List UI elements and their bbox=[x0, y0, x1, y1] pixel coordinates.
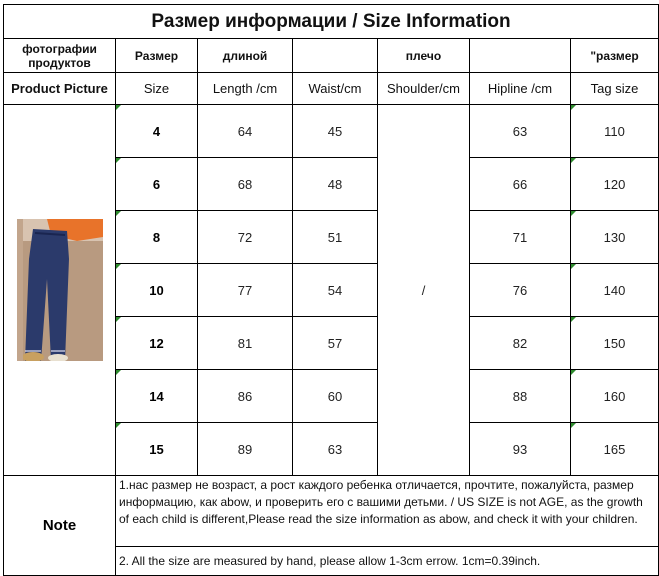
size-cell bbox=[116, 211, 198, 264]
waist-cell bbox=[293, 423, 378, 476]
header-ru-photo: фотографии продуктов bbox=[4, 39, 116, 73]
size-cell-value: 4 bbox=[152, 123, 161, 139]
hipline-cell-value: 82 bbox=[512, 335, 528, 351]
header-ru-size: Размер bbox=[116, 39, 198, 73]
tag-size-cell-value: 140 bbox=[603, 282, 626, 298]
header-en-waist: Waist/cm bbox=[293, 73, 378, 105]
tag-size-cell-value: 120 bbox=[603, 176, 626, 192]
tag-size-cell-value: 165 bbox=[603, 441, 626, 457]
length-cell-value: 68 bbox=[237, 176, 253, 192]
waist-cell-value: 63 bbox=[327, 441, 343, 457]
waist-cell bbox=[293, 158, 378, 211]
length-cell-value: 81 bbox=[237, 335, 253, 351]
cell-corner-marker bbox=[571, 264, 576, 269]
hipline-cell-value: 76 bbox=[512, 282, 528, 298]
size-cell-value: 6 bbox=[152, 176, 161, 192]
length-cell-value: 64 bbox=[237, 123, 253, 139]
product-photo-jeans bbox=[17, 219, 103, 361]
header-en-size: Size bbox=[116, 73, 198, 105]
header-en-tag: Tag size bbox=[571, 73, 659, 105]
length-cell-value: 77 bbox=[237, 282, 253, 298]
header-ru-tag: "размер bbox=[571, 39, 659, 73]
hipline-cell bbox=[470, 264, 571, 317]
tag-size-cell bbox=[571, 158, 659, 211]
hipline-cell-value: 66 bbox=[512, 176, 528, 192]
cell-corner-marker bbox=[116, 264, 121, 269]
tag-size-cell bbox=[571, 317, 659, 370]
size-cell-value: 10 bbox=[149, 282, 164, 298]
length-cell bbox=[198, 105, 293, 158]
size-cell-value: 8 bbox=[152, 229, 161, 245]
waist-cell bbox=[293, 105, 378, 158]
waist-cell-value: 48 bbox=[327, 176, 343, 192]
header-en-shoulder: Shoulder/cm bbox=[378, 73, 470, 105]
cell-corner-marker bbox=[116, 370, 121, 375]
tag-size-cell-value: 130 bbox=[603, 229, 626, 245]
tag-size-cell bbox=[571, 105, 659, 158]
cell-corner-marker bbox=[116, 423, 121, 428]
tag-size-cell-value: 160 bbox=[603, 388, 626, 404]
header-en-hipline: Hipline /cm bbox=[470, 73, 571, 105]
cell-corner-marker bbox=[571, 211, 576, 216]
waist-cell-value: 51 bbox=[327, 229, 343, 245]
waist-cell-value: 60 bbox=[327, 388, 343, 404]
tag-size-cell-value: 150 bbox=[603, 335, 626, 351]
length-cell-value: 72 bbox=[237, 229, 253, 245]
cell-corner-marker bbox=[116, 105, 121, 110]
hipline-cell bbox=[470, 158, 571, 211]
cell-corner-marker bbox=[116, 211, 121, 216]
length-cell bbox=[198, 158, 293, 211]
note-label: Note bbox=[4, 476, 116, 576]
hipline-cell bbox=[470, 211, 571, 264]
cell-corner-marker bbox=[571, 370, 576, 375]
size-cell-value: 14 bbox=[149, 388, 164, 404]
note-line-2: 2. All the size are measured by hand, please allow 1-3cm errow. 1cm=0.39inch. bbox=[116, 547, 659, 576]
size-rows bbox=[4, 105, 659, 476]
header-en-photo: Product Picture bbox=[4, 73, 116, 105]
hipline-cell bbox=[470, 105, 571, 158]
waist-cell bbox=[293, 317, 378, 370]
waist-cell-value: 54 bbox=[327, 282, 343, 298]
waist-cell-value: 57 bbox=[327, 335, 343, 351]
table-title: Размер информации / Size Information bbox=[4, 5, 659, 39]
size-cell bbox=[116, 370, 198, 423]
size-cell-value: 15 bbox=[149, 441, 164, 457]
tag-size-cell bbox=[571, 370, 659, 423]
header-ru-shoulder: плечо bbox=[378, 39, 470, 73]
size-cell-value: 12 bbox=[149, 335, 164, 351]
hipline-cell bbox=[470, 370, 571, 423]
length-cell bbox=[198, 211, 293, 264]
size-cell bbox=[116, 158, 198, 211]
header-ru-hipline bbox=[470, 39, 571, 73]
cell-corner-marker bbox=[571, 105, 576, 110]
hipline-cell-value: 71 bbox=[512, 229, 528, 245]
tag-size-cell-value: 110 bbox=[604, 123, 625, 139]
size-cell bbox=[116, 423, 198, 476]
hipline-cell bbox=[470, 317, 571, 370]
size-cell bbox=[116, 105, 198, 158]
length-cell bbox=[198, 370, 293, 423]
note-line-1: 1.нас размер не возраст, а рост каждого ребенка отличается, прочтите, пожалуйста, размер информацию, как abow, и проверить его с вашими детьми. / US SIZE is not AGE, as the growth of each child is different,Please read the size information as abow, and check it with your children. bbox=[116, 476, 659, 547]
length-cell-value: 89 bbox=[237, 441, 253, 457]
tag-size-cell bbox=[571, 211, 659, 264]
header-ru-length: длиной bbox=[198, 39, 293, 73]
cell-corner-marker bbox=[571, 423, 576, 428]
header-ru-waist bbox=[293, 39, 378, 73]
size-table bbox=[3, 4, 659, 576]
size-cell bbox=[116, 264, 198, 317]
hipline-cell-value: 63 bbox=[512, 123, 528, 139]
hipline-cell-value: 93 bbox=[512, 441, 528, 457]
waist-cell bbox=[293, 264, 378, 317]
header-en-length: Length /cm bbox=[198, 73, 293, 105]
length-cell bbox=[198, 423, 293, 476]
waist-cell-value: 45 bbox=[327, 123, 343, 139]
length-cell-value: 86 bbox=[237, 388, 253, 404]
hipline-cell-value: 88 bbox=[512, 388, 528, 404]
waist-cell bbox=[293, 211, 378, 264]
table-row bbox=[4, 105, 659, 158]
shoulder-cell: / bbox=[378, 105, 470, 476]
tag-size-cell bbox=[571, 264, 659, 317]
length-cell bbox=[198, 317, 293, 370]
waist-cell bbox=[293, 370, 378, 423]
cell-corner-marker bbox=[571, 158, 576, 163]
product-picture-cell bbox=[4, 105, 116, 476]
hipline-cell bbox=[470, 423, 571, 476]
cell-corner-marker bbox=[116, 158, 121, 163]
cell-corner-marker bbox=[571, 317, 576, 322]
length-cell bbox=[198, 264, 293, 317]
tag-size-cell bbox=[571, 423, 659, 476]
cell-corner-marker bbox=[116, 317, 121, 322]
size-cell bbox=[116, 317, 198, 370]
